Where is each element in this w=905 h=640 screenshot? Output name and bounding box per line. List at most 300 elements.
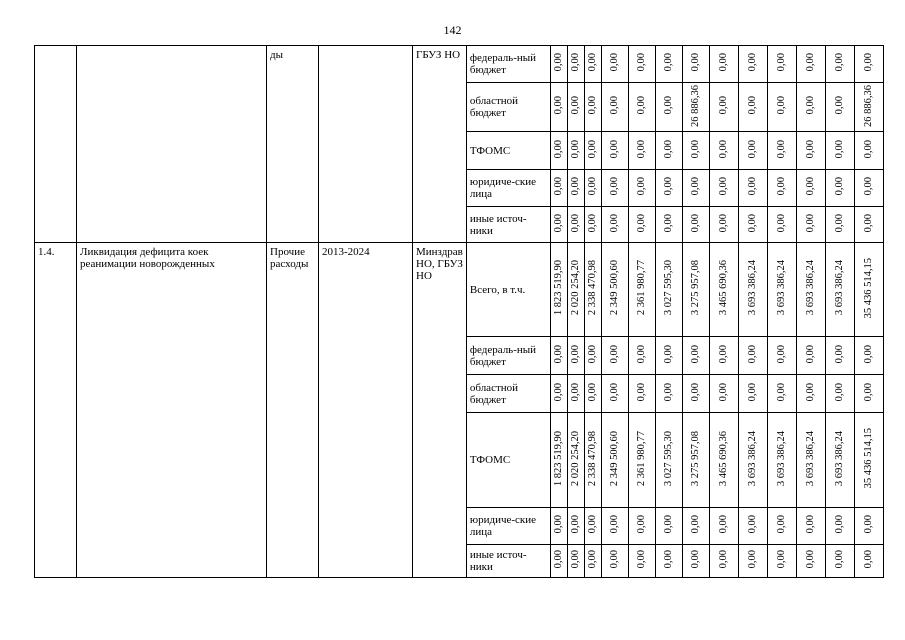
amount-cell <box>854 337 883 375</box>
amount-value: 0,00 <box>586 177 598 196</box>
amount-value: 0,00 <box>586 382 598 402</box>
table-row <box>35 243 884 337</box>
amount-cell <box>628 413 655 508</box>
amount-cell <box>796 207 825 243</box>
amount-cell <box>655 170 682 207</box>
amount-cell <box>655 508 682 545</box>
amount-cell <box>628 83 655 132</box>
amount-cell <box>796 413 825 508</box>
amount-value: 0,00 <box>552 139 564 159</box>
executor-cell: ГБУЗ НО <box>413 46 467 243</box>
amount-value: 0,00 <box>833 344 845 364</box>
amount-value: 0,00 <box>569 139 581 159</box>
amount-value: 0,00 <box>862 139 874 159</box>
amount-value: 0,00 <box>569 550 581 569</box>
amount-value: 2 020 254,20 <box>569 260 581 316</box>
amount-cell <box>601 413 628 508</box>
amount-cell <box>709 207 738 243</box>
amount-value: 3 693 386,24 <box>804 430 816 487</box>
amount-cell <box>767 243 796 337</box>
amount-cell <box>738 207 767 243</box>
amount-cell <box>796 132 825 170</box>
amount-cell <box>767 83 796 132</box>
amount-cell <box>601 46 628 83</box>
amount-cell <box>854 46 883 83</box>
amount-cell <box>825 375 854 413</box>
amount-value: 0,00 <box>635 382 647 402</box>
amount-cell <box>628 207 655 243</box>
amount-cell <box>854 170 883 207</box>
amount-value: 2 338 470,98 <box>586 260 598 316</box>
amount-value: 2 361 980,77 <box>635 260 647 316</box>
amount-cell <box>628 337 655 375</box>
amount-value: 0,00 <box>608 213 620 233</box>
amount-value: 3 693 386,24 <box>833 260 845 316</box>
amount-cell <box>601 207 628 243</box>
funding-source: областной бюджет <box>466 375 550 413</box>
amount-value: 3 275 957,08 <box>689 260 701 316</box>
amount-value: 0,00 <box>746 53 758 72</box>
amount-value: 0,00 <box>775 344 787 364</box>
amount-value: 0,00 <box>662 344 674 364</box>
amount-value: 3 693 386,24 <box>804 260 816 316</box>
amount-cell <box>584 207 601 243</box>
amount-value: 3 465 690,36 <box>717 260 729 316</box>
amount-value: 0,00 <box>608 344 620 364</box>
amount-cell <box>682 375 709 413</box>
amount-value: 1 823 519,90 <box>552 260 564 316</box>
amount-value: 2 349 500,60 <box>608 430 620 487</box>
amount-value: 0,00 <box>608 53 620 72</box>
amount-cell <box>796 83 825 132</box>
amount-cell <box>601 545 628 578</box>
amount-value: 0,00 <box>662 139 674 159</box>
amount-value: 0,00 <box>775 515 787 534</box>
amount-value: 0,00 <box>662 96 674 115</box>
amount-cell <box>709 170 738 207</box>
amount-value: 0,00 <box>569 213 581 233</box>
amount-cell <box>584 243 601 337</box>
amount-value: 0,00 <box>586 344 598 364</box>
amount-value: 0,00 <box>833 139 845 159</box>
amount-value: 2 338 470,98 <box>586 430 598 487</box>
amount-cell <box>767 132 796 170</box>
funding-source: Всего, в т.ч. <box>466 243 550 337</box>
amount-cell <box>601 337 628 375</box>
amount-cell <box>584 413 601 508</box>
amount-value: 3 465 690,36 <box>717 430 729 487</box>
amount-value: 35 436 514,15 <box>862 428 874 489</box>
amount-cell <box>796 170 825 207</box>
amount-cell <box>738 508 767 545</box>
funding-source: юридиче-ские лица <box>466 170 550 207</box>
amount-cell <box>825 46 854 83</box>
budget-table <box>34 45 884 578</box>
funding-source: юридиче-ские лица <box>466 508 550 545</box>
amount-value: 0,00 <box>804 177 816 196</box>
amount-value: 2 020 254,20 <box>569 430 581 487</box>
number-cell <box>35 46 77 243</box>
amount-cell <box>682 413 709 508</box>
amount-value: 3 027 595,30 <box>662 260 674 316</box>
amount-value: 0,00 <box>635 139 647 159</box>
amount-value: 0,00 <box>804 96 816 115</box>
amount-cell <box>550 170 567 207</box>
amount-cell <box>550 375 567 413</box>
amount-cell <box>628 375 655 413</box>
amount-cell <box>709 46 738 83</box>
amount-cell <box>567 170 584 207</box>
amount-cell <box>709 413 738 508</box>
amount-value: 0,00 <box>635 177 647 196</box>
amount-value: 0,00 <box>804 344 816 364</box>
amount-cell <box>682 243 709 337</box>
amount-cell <box>825 243 854 337</box>
amount-cell <box>682 207 709 243</box>
amount-value: 0,00 <box>608 177 620 196</box>
amount-cell <box>854 243 883 337</box>
amount-value: 0,00 <box>608 382 620 402</box>
amount-cell <box>796 545 825 578</box>
amount-cell <box>584 375 601 413</box>
funding-source: иные источ-ники <box>466 545 550 578</box>
amount-cell <box>682 170 709 207</box>
amount-cell <box>628 243 655 337</box>
amount-cell <box>738 132 767 170</box>
amount-cell <box>567 83 584 132</box>
amount-cell <box>709 243 738 337</box>
amount-cell <box>655 83 682 132</box>
amount-cell <box>655 243 682 337</box>
amount-value: 0,00 <box>662 177 674 196</box>
amount-value: 0,00 <box>689 382 701 402</box>
item-number: 1.4. <box>35 243 77 578</box>
amount-cell <box>682 46 709 83</box>
amount-value: 0,00 <box>717 382 729 402</box>
amount-value: 0,00 <box>689 550 701 569</box>
amount-value: 0,00 <box>635 344 647 364</box>
amount-cell <box>567 545 584 578</box>
amount-value: 0,00 <box>586 550 598 569</box>
funding-source: ТФОМС <box>466 413 550 508</box>
amount-cell <box>655 207 682 243</box>
amount-cell <box>738 545 767 578</box>
amount-cell <box>655 132 682 170</box>
amount-value: 0,00 <box>552 382 564 402</box>
amount-cell <box>825 337 854 375</box>
amount-cell <box>567 46 584 83</box>
amount-value: 0,00 <box>586 53 598 72</box>
amount-value: 0,00 <box>833 177 845 196</box>
amount-cell <box>550 545 567 578</box>
amount-cell <box>796 508 825 545</box>
amount-cell <box>854 545 883 578</box>
amount-cell <box>767 508 796 545</box>
amount-value: 0,00 <box>608 139 620 159</box>
amount-value: 0,00 <box>635 53 647 72</box>
amount-value: 0,00 <box>717 515 729 534</box>
amount-cell <box>655 545 682 578</box>
amount-value: 0,00 <box>552 213 564 233</box>
amount-cell <box>550 337 567 375</box>
amount-value: 0,00 <box>662 382 674 402</box>
amount-cell <box>682 83 709 132</box>
amount-value: 0,00 <box>862 53 874 72</box>
amount-cell <box>550 207 567 243</box>
amount-value: 26 886,36 <box>689 84 701 127</box>
amount-cell <box>825 508 854 545</box>
amount-cell <box>767 337 796 375</box>
amount-value: 0,00 <box>689 53 701 72</box>
amount-value: 0,00 <box>635 550 647 569</box>
amount-value: 0,00 <box>804 139 816 159</box>
amount-value: 3 693 386,24 <box>833 430 845 487</box>
amount-cell <box>682 545 709 578</box>
amount-value: 0,00 <box>586 96 598 115</box>
amount-value: 0,00 <box>552 177 564 196</box>
amount-value: 0,00 <box>804 515 816 534</box>
amount-cell <box>767 375 796 413</box>
amount-value: 1 823 519,90 <box>552 430 564 487</box>
amount-cell <box>709 83 738 132</box>
amount-cell <box>550 508 567 545</box>
amount-cell <box>738 83 767 132</box>
amount-value: 0,00 <box>569 53 581 72</box>
funding-source: иные источ-ники <box>466 207 550 243</box>
amount-value: 0,00 <box>552 515 564 534</box>
amount-cell <box>550 413 567 508</box>
amount-value: 0,00 <box>804 213 816 233</box>
amount-value: 0,00 <box>775 177 787 196</box>
amount-cell <box>550 243 567 337</box>
amount-cell <box>796 375 825 413</box>
amount-value: 0,00 <box>662 53 674 72</box>
amount-cell <box>550 132 567 170</box>
amount-cell <box>825 83 854 132</box>
amount-cell <box>628 545 655 578</box>
amount-value: 0,00 <box>569 344 581 364</box>
amount-value: 0,00 <box>775 550 787 569</box>
amount-value: 0,00 <box>717 344 729 364</box>
amount-cell <box>709 132 738 170</box>
amount-cell <box>682 337 709 375</box>
amount-cell <box>825 207 854 243</box>
amount-cell <box>584 83 601 132</box>
amount-cell <box>601 243 628 337</box>
amount-value: 0,00 <box>662 213 674 233</box>
amount-cell <box>854 207 883 243</box>
amount-cell <box>767 545 796 578</box>
amount-value: 0,00 <box>717 96 729 115</box>
name-cell <box>77 46 267 243</box>
amount-value: 0,00 <box>775 213 787 233</box>
amount-value: 0,00 <box>662 550 674 569</box>
amount-value: 0,00 <box>552 550 564 569</box>
amount-value: 0,00 <box>586 213 598 233</box>
amount-value: 0,00 <box>689 177 701 196</box>
amount-cell <box>825 413 854 508</box>
funding-source: областной бюджет <box>466 83 550 132</box>
amount-value: 0,00 <box>662 515 674 534</box>
amount-cell <box>854 413 883 508</box>
amount-value: 0,00 <box>717 177 729 196</box>
amount-cell <box>628 170 655 207</box>
amount-value: 0,00 <box>746 515 758 534</box>
amount-cell <box>655 375 682 413</box>
amount-cell <box>854 508 883 545</box>
amount-value: 0,00 <box>689 344 701 364</box>
item-period: 2013-2024 <box>319 243 413 578</box>
amount-value: 3 693 386,24 <box>775 260 787 316</box>
amount-value: 0,00 <box>862 344 874 364</box>
amount-cell <box>584 46 601 83</box>
amount-cell <box>584 545 601 578</box>
amount-value: 0,00 <box>833 53 845 72</box>
amount-cell <box>655 46 682 83</box>
amount-cell <box>601 375 628 413</box>
amount-value: 3 693 386,24 <box>775 430 787 487</box>
amount-cell <box>655 413 682 508</box>
amount-value: 0,00 <box>804 550 816 569</box>
amount-value: 0,00 <box>717 213 729 233</box>
amount-cell <box>796 337 825 375</box>
amount-value: 0,00 <box>689 213 701 233</box>
amount-value: 0,00 <box>746 96 758 115</box>
amount-value: 0,00 <box>804 53 816 72</box>
table-row <box>35 46 884 83</box>
amount-cell <box>825 545 854 578</box>
amount-cell <box>738 337 767 375</box>
amount-cell <box>767 207 796 243</box>
amount-value: 3 693 386,24 <box>746 260 758 316</box>
amount-cell <box>628 46 655 83</box>
amount-cell <box>825 170 854 207</box>
amount-value: 0,00 <box>689 139 701 159</box>
amount-cell <box>567 337 584 375</box>
amount-cell <box>738 243 767 337</box>
amount-cell <box>601 170 628 207</box>
funding-source: ТФОМС <box>466 132 550 170</box>
amount-value: 0,00 <box>717 139 729 159</box>
amount-value: 0,00 <box>775 96 787 115</box>
amount-cell <box>854 83 883 132</box>
page-number: 142 <box>443 23 462 37</box>
period-cell <box>319 46 413 243</box>
funding-source: федераль-ный бюджет <box>466 337 550 375</box>
amount-cell <box>655 337 682 375</box>
amount-value: 0,00 <box>746 550 758 569</box>
amount-value: 26 886,36 <box>862 84 874 127</box>
amount-value: 0,00 <box>862 213 874 233</box>
amount-cell <box>709 545 738 578</box>
item-name: Ликвидация дефицита коек реанимации новорожденных <box>77 243 267 578</box>
amount-value: 0,00 <box>608 96 620 115</box>
amount-value: 0,00 <box>746 382 758 402</box>
amount-cell <box>550 46 567 83</box>
amount-value: 0,00 <box>746 213 758 233</box>
amount-cell <box>854 132 883 170</box>
amount-cell <box>567 413 584 508</box>
amount-value: 0,00 <box>746 177 758 196</box>
amount-cell <box>584 337 601 375</box>
amount-value: 0,00 <box>569 382 581 402</box>
amount-value: 0,00 <box>833 382 845 402</box>
amount-cell <box>709 375 738 413</box>
amount-value: 0,00 <box>775 139 787 159</box>
amount-cell <box>709 337 738 375</box>
amount-cell <box>584 508 601 545</box>
amount-value: 0,00 <box>635 96 647 115</box>
amount-cell <box>709 508 738 545</box>
amount-value: 0,00 <box>833 213 845 233</box>
amount-cell <box>567 508 584 545</box>
expense-type-cell: ды <box>267 46 319 243</box>
amount-value: 0,00 <box>569 515 581 534</box>
amount-cell <box>601 83 628 132</box>
amount-value: 0,00 <box>608 550 620 569</box>
amount-cell <box>628 508 655 545</box>
amount-value: 0,00 <box>717 53 729 72</box>
amount-cell <box>738 170 767 207</box>
amount-value: 0,00 <box>635 515 647 534</box>
amount-value: 0,00 <box>833 96 845 115</box>
amount-cell <box>767 46 796 83</box>
amount-cell <box>584 170 601 207</box>
amount-value: 0,00 <box>586 139 598 159</box>
amount-value: 0,00 <box>635 213 647 233</box>
amount-value: 0,00 <box>569 96 581 115</box>
amount-value: 0,00 <box>862 515 874 534</box>
amount-value: 0,00 <box>689 515 701 534</box>
amount-value: 3 275 957,08 <box>689 430 701 487</box>
item-expense-type: Прочие расходы <box>267 243 319 578</box>
amount-value: 0,00 <box>862 550 874 569</box>
funding-source: федераль-ный бюджет <box>466 46 550 83</box>
amount-cell <box>628 132 655 170</box>
amount-cell <box>767 170 796 207</box>
amount-value: 0,00 <box>833 550 845 569</box>
amount-cell <box>682 508 709 545</box>
amount-cell <box>601 132 628 170</box>
amount-value: 0,00 <box>569 177 581 196</box>
amount-value: 0,00 <box>552 344 564 364</box>
amount-cell <box>567 375 584 413</box>
amount-cell <box>738 46 767 83</box>
amount-cell <box>567 207 584 243</box>
amount-cell <box>854 375 883 413</box>
amount-cell <box>601 508 628 545</box>
amount-value: 0,00 <box>833 515 845 534</box>
amount-cell <box>738 413 767 508</box>
amount-value: 0,00 <box>804 382 816 402</box>
amount-cell <box>550 83 567 132</box>
amount-value: 0,00 <box>746 139 758 159</box>
amount-value: 3 027 595,30 <box>662 430 674 487</box>
amount-cell <box>796 46 825 83</box>
item-executor: Минздрав НО, ГБУЗ НО <box>413 243 467 578</box>
amount-cell <box>682 132 709 170</box>
amount-value: 0,00 <box>862 382 874 402</box>
amount-value: 0,00 <box>586 515 598 534</box>
amount-cell <box>767 413 796 508</box>
amount-value: 0,00 <box>746 344 758 364</box>
amount-cell <box>567 132 584 170</box>
amount-value: 2 361 980,77 <box>635 430 647 487</box>
amount-value: 0,00 <box>552 53 564 72</box>
amount-value: 0,00 <box>775 382 787 402</box>
amount-value: 35 436 514,15 <box>862 257 874 319</box>
amount-value: 0,00 <box>775 53 787 72</box>
